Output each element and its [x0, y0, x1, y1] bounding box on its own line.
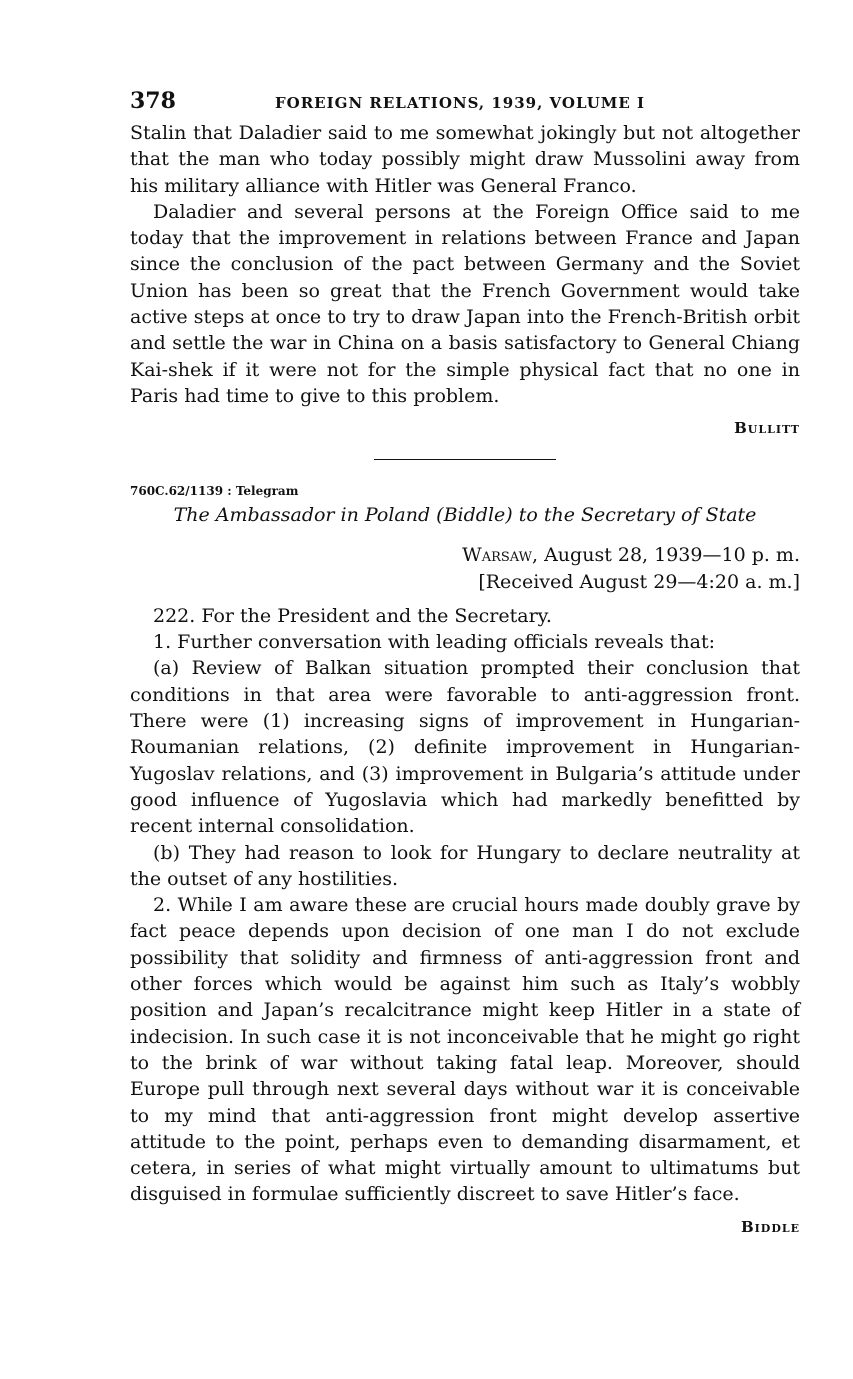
- telegram-paragraph-2: 1. Further conversation with leading officials reveals that:: [153, 631, 716, 654]
- telegram-body: [130, 603, 800, 1208]
- dateline: [130, 542, 800, 568]
- doc2-signature: Biddle: [740, 1217, 800, 1236]
- telegram-paragraph-4: (b) They had reason to look for Hungary to declare neutrality at the outset of any hostilities.: [130, 841, 800, 890]
- dateline-place: Warsaw,: [462, 544, 539, 567]
- section-divider: [374, 459, 556, 460]
- dateline-date: August 28, 1939—10 p. m.: [538, 544, 800, 567]
- document-title: The Ambassador in Poland (Biddle) to the Secretary of State: [173, 504, 757, 527]
- running-title: FOREIGN RELATIONS, 1939, VOLUME I: [275, 94, 646, 112]
- page-number: 378: [130, 88, 176, 114]
- doc1-signature: Bullitt: [734, 419, 800, 438]
- document-page: [130, 88, 800, 1236]
- telegram-paragraph-3: (a) Review of Balkan situation prompted their conclusion that conditions in that area were favorable to anti-aggression front. There were (1) increasing signs of improvement in Hungarian-Roumanian relations, (2) definite improvement in Hungarian-Yugoslav relations, and (3) improvement in Bulgaria’s attitude under good influence of Yugoslavia which had markedly benefitted by recent internal consolidation.: [130, 657, 800, 838]
- running-head: [130, 88, 800, 120]
- received-line: [Received August 29—4:20 a. m.]: [478, 570, 800, 593]
- file-reference: 760C.62/1139 : Telegram: [130, 484, 299, 499]
- doc1-paragraph-1: Stalin that Daladier said to me somewhat jokingly but not altogether that the man who today possibly might draw Mussolini away from his military alliance with Hitler was General Franco.: [130, 122, 800, 197]
- doc1-paragraph-2: Daladier and several persons at the Foreign Office said to me today that the improvement in relations between France and Japan since the conclusion of the pact between Germany and the Soviet Union has been so great that the French Government would take active steps at once to try to draw Japan into the French-British orbit and settle the war in China on a basis satisfactory to General Chiang Kai-shek if it were not for the simple physical fact that no one in Paris had time to give to this problem.: [130, 200, 800, 407]
- telegram-paragraph-5: 2. While I am aware these are crucial hours made doubly grave by fact peace depends upon decision of one man I do not exclude possibility that solidity and firmness of anti-aggression front and other forces which would be against him such as Italy’s wobbly position and Japan’s recalcitrance might keep Hitler in a state of indecision. In such case it is not inconceivable that he might go right to the brink of war without taking fatal leap. Moreover, should Europe pull through next several days without war it is conceivable to my mind that anti-aggression front might develop assertive attitude to the point, perhaps even to demanding disarmament, et cetera, in series of what might virtually amount to ultimatums but disguised in formulae sufficiently discreet to save Hitler’s face.: [130, 894, 800, 1206]
- telegram-paragraph-1: 222. For the President and the Secretary.: [153, 604, 552, 627]
